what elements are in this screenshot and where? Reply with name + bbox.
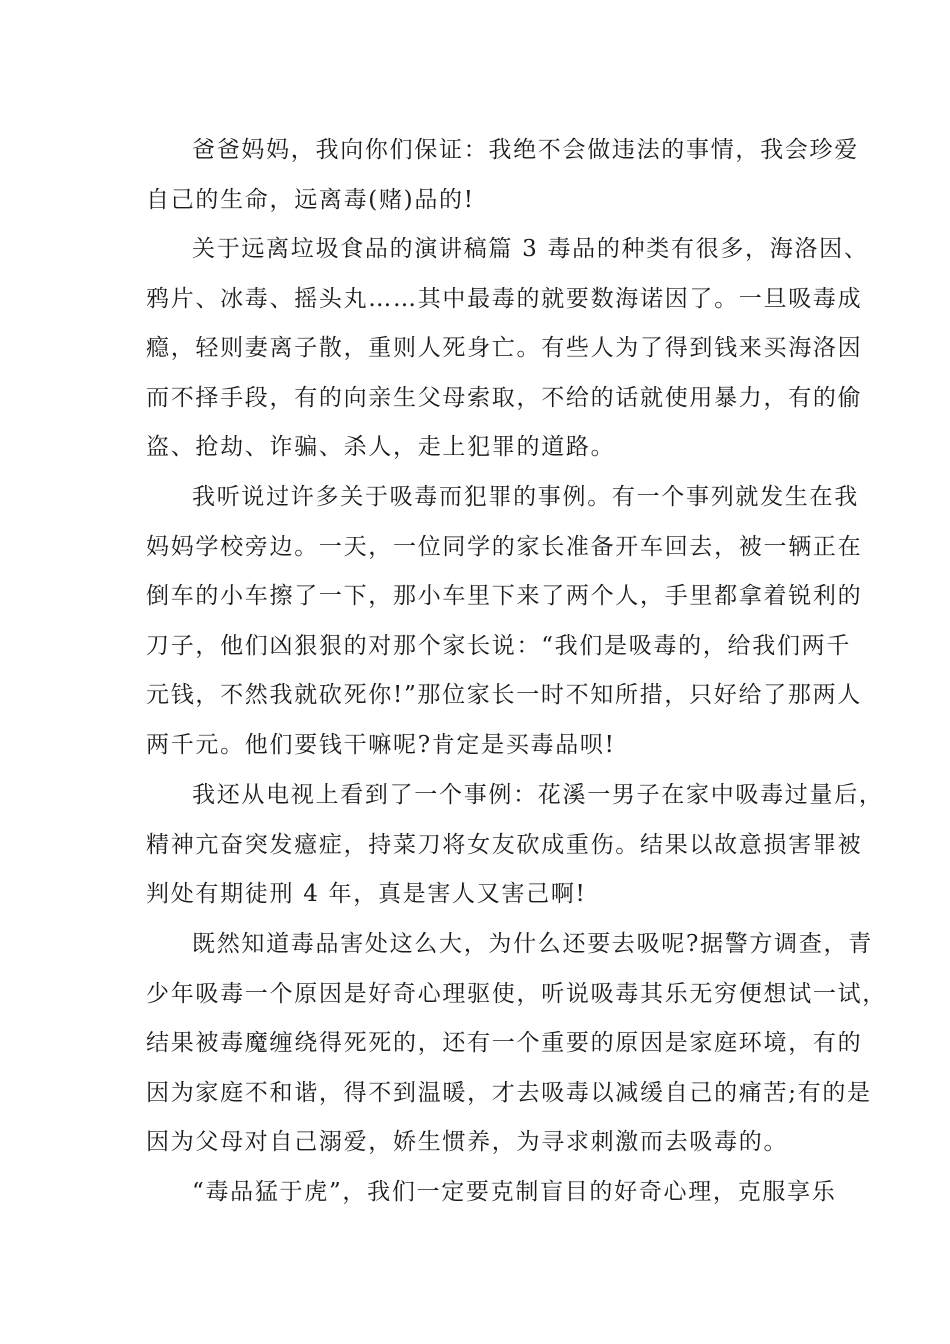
text-line: 结果被毒魔缠绕得死死的，还有一个重要的原因是家庭环境，有的 <box>146 1030 863 1057</box>
paragraph-drug-types <box>146 225 869 473</box>
text-line: 两千元。他们要钱干嘛呢?肯定是买毒品呗! <box>146 731 616 758</box>
text-line: 自己的生命，远离毒(赌)品的! <box>146 186 475 213</box>
text-line: 妈妈学校旁边。一天，一位同学的家长准备开车回去，被一辆正在 <box>146 533 863 560</box>
text-line: 鸦片、冰毒、摇头丸……其中最毒的就要数海诺因了。一旦吸毒成 <box>146 285 863 312</box>
text-line: 少年吸毒一个原因是好奇心理驱使，听说吸毒其乐无穷便想试一试， <box>146 980 887 1007</box>
text-line: 倒车的小车擦了一下，那小车里下来了两个人，手里都拿着锐利的 <box>146 583 863 610</box>
text-line: 刀子，他们凶狠狠的对那个家长说：“我们是吸毒的，给我们两千 <box>146 632 852 659</box>
text-line: “毒品猛于虎”，我们一定要克制盲目的好奇心理，克服享乐 <box>192 1179 837 1205</box>
text-line: 精神亢奋突发癔症，持菜刀将女友砍成重伤。结果以故意损害罪被 <box>146 831 863 858</box>
text-line: 我还从电视上看到了一个事例：花溪一男子在家中吸毒过量后， <box>192 782 884 808</box>
text-line: 瘾，轻则妻离子散，重则人死身亡。有些人为了得到钱来买海洛因 <box>146 335 863 362</box>
text-line: 而不择手段，有的向亲生父母索取，不给的话就使用暴力，有的偷 <box>146 384 863 411</box>
paragraph-promise <box>146 126 859 225</box>
text-line: 因为父母对自己溺爱，娇生惯养，为寻求刺激而去吸毒的。 <box>146 1129 789 1156</box>
text-line: 判处有期徒刑 4 年，真是害人又害己啊! <box>146 881 587 908</box>
paragraph-crime-example <box>146 473 863 771</box>
text-line: 关于远离垃圾食品的演讲稿篇 3 毒品的种类有很多，海洛因、 <box>192 236 869 262</box>
text-line: 我听说过许多关于吸毒而犯罪的事例。有一个事列就发生在我 <box>192 484 859 510</box>
text-line: 因为家庭不和谐，得不到温暖，才去吸毒以减缓自己的痛苦;有的是 <box>146 1079 872 1106</box>
text-line: 盗、抢劫、诈骗、杀人，走上犯罪的道路。 <box>146 434 616 461</box>
paragraph-tv-example <box>146 771 884 920</box>
paragraph-reasons <box>146 920 887 1168</box>
text-line: 元钱，不然我就砍死你!”那位家长一时不知所措，只好给了那两人 <box>146 682 863 709</box>
text-line: 爸爸妈妈，我向你们保证：我绝不会做违法的事情，我会珍爱 <box>192 137 859 163</box>
paragraph-conclusion <box>146 1168 837 1218</box>
text-line: 既然知道毒品害处这么大，为什么还要去吸呢?据警方调查，青 <box>192 931 873 957</box>
